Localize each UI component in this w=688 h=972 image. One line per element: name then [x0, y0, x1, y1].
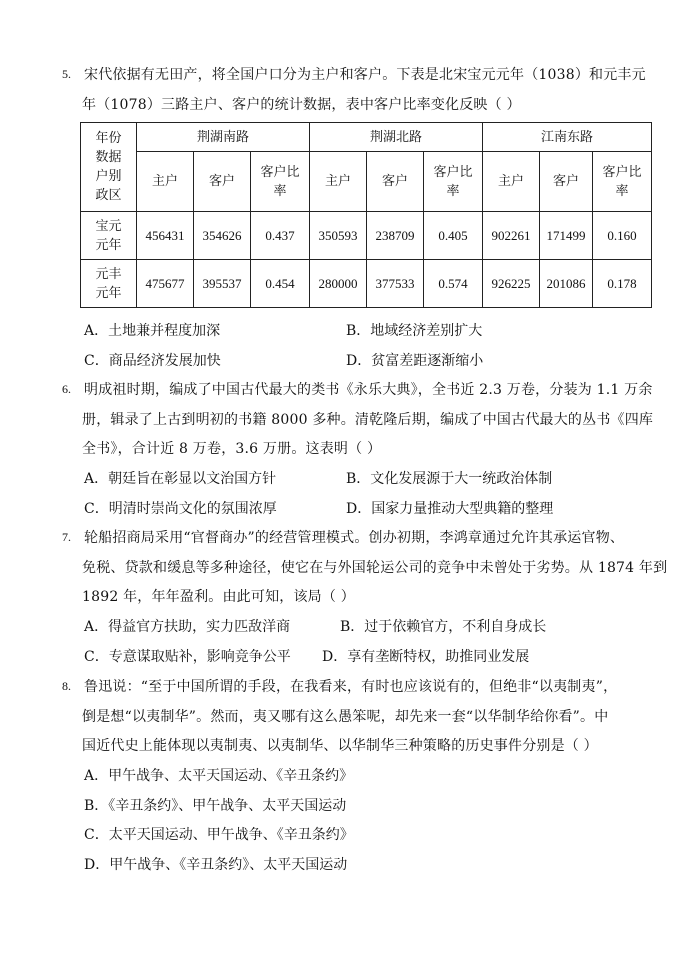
- corner-label: 户别: [95, 169, 122, 184]
- option-d[interactable]: D．享有垄断特权，助推同业发展: [322, 649, 530, 665]
- option-c[interactable]: C．明清时崇尚文化的氛围浓厚: [84, 501, 277, 517]
- table-cell: 350593: [310, 212, 367, 260]
- option-a[interactable]: A．朝廷旨在彰显以文治国方针: [84, 471, 277, 487]
- option-a[interactable]: A．甲午战争、太平天国运动、《辛丑条约》: [84, 768, 354, 784]
- table-cell: 0.160: [593, 212, 652, 260]
- question-text-line: 明成祖时期，编成了中国古代最大的类书《永乐大典》，全书近 2.3 万卷，分装为 1.1 万余: [84, 382, 653, 398]
- column-header: 主户: [483, 152, 540, 212]
- table-cell: 456431: [137, 212, 194, 260]
- question-text-line: 倒是想“以夷制华”。然而，夷又哪有这么愚笨呢，却先来一套“以华制华给你看”。中: [82, 709, 609, 725]
- table-corner-header: [81, 123, 137, 212]
- question-number: 5.: [62, 67, 71, 81]
- option-b[interactable]: B．地域经济差别扩大: [346, 323, 483, 339]
- option-d[interactable]: D．国家力量推动大型典籍的整理: [346, 501, 554, 517]
- question-text-line: 国近代史上能体现以夷制夷、以夷制华、以华制华三种策略的历史事件分别是（ ）: [82, 738, 598, 754]
- question-text-line: 全书》，合计近 8 万卷，3.6 万册。这表明（ ）: [82, 441, 382, 457]
- question-text-line: 年（1078）三路主户、客户的统计数据，表中客户比率变化反映（ ）: [82, 97, 521, 113]
- table-cell: 0.437: [251, 212, 310, 260]
- region-header: 江南东路: [483, 123, 652, 152]
- question-text-line: 1892 年，年年盈利。由此可知，该局（ ）: [82, 589, 355, 605]
- table-row: [81, 212, 652, 260]
- option-a[interactable]: A．土地兼并程度加深: [84, 323, 221, 339]
- table-cell: 926225: [483, 260, 540, 308]
- row-year-label: 宝元元年: [81, 212, 137, 260]
- column-header: 客户: [367, 152, 424, 212]
- option-c[interactable]: C．专意谋取贴补，影响竞争公平: [84, 649, 291, 665]
- table-cell: 475677: [137, 260, 194, 308]
- table-cell: 238709: [367, 212, 424, 260]
- table-cell: 395537: [194, 260, 251, 308]
- region-header: 荆湖北路: [310, 123, 483, 152]
- corner-label: 政区: [95, 188, 122, 203]
- column-header: 客户比率: [251, 152, 310, 212]
- table-cell: 171499: [540, 212, 593, 260]
- option-b[interactable]: B．《辛丑条约》、甲午战争、太平天国运动: [84, 798, 347, 814]
- table-cell: 0.574: [424, 260, 483, 308]
- corner-label: 年份: [95, 131, 122, 146]
- question-number: 6.: [62, 382, 71, 396]
- corner-label: 数据: [95, 150, 122, 165]
- option-c[interactable]: C．商品经济发展加快: [84, 353, 221, 369]
- question-text-line: 轮船招商局采用“官督商办”的经营管理模式。创办初期，李鸿章通过允许其承运官物、: [84, 530, 625, 546]
- column-header: 客户: [540, 152, 593, 212]
- table-cell: 0.454: [251, 260, 310, 308]
- row-year-label: 元丰元年: [81, 260, 137, 308]
- column-header: 客户: [194, 152, 251, 212]
- table-cell: 0.178: [593, 260, 652, 308]
- option-d[interactable]: D．甲午战争、《辛丑条约》、太平天国运动: [84, 857, 348, 873]
- option-b[interactable]: B．文化发展源于大一统政治体制: [346, 471, 553, 487]
- option-a[interactable]: A．得益官方扶助，实力匹敌洋商: [84, 619, 291, 635]
- question-text-line: 册，辑录了上古到明初的书籍 8000 多种。清乾隆后期，编成了中国古代最大的丛书《四库: [82, 412, 654, 428]
- column-header: 主户: [137, 152, 194, 212]
- table-cell: 280000: [310, 260, 367, 308]
- column-header: 主户: [310, 152, 367, 212]
- option-c[interactable]: C．太平天国运动、甲午战争、《辛丑条约》: [84, 827, 354, 843]
- table-cell: 902261: [483, 212, 540, 260]
- table-cell: 0.405: [424, 212, 483, 260]
- table-cell: 354626: [194, 212, 251, 260]
- question-text-line: 宋代依据有无田产，将全国户口分为主户和客户。下表是北宋宝元元年（1038）和元丰元: [84, 67, 646, 83]
- column-header: 客户比率: [424, 152, 483, 212]
- column-header: 客户比率: [593, 152, 652, 212]
- household-statistics-table: [80, 122, 652, 308]
- question-text-line: 免税、贷款和缓息等多种途径，使它在与外国轮运公司的竞争中未曾处于劣势。从 1874 年到: [82, 560, 668, 576]
- table-row: [81, 260, 652, 308]
- question-number: 8.: [62, 679, 71, 693]
- option-b[interactable]: B．过于依赖官方，不利自身成长: [340, 619, 547, 635]
- option-d[interactable]: D．贫富差距逐渐缩小: [346, 353, 484, 369]
- region-header: 荆湖南路: [137, 123, 310, 152]
- table-cell: 201086: [540, 260, 593, 308]
- question-text-line: 鲁迅说：“至于中国所谓的手段，在我看来，有时也应该说有的，但绝非“以夷制夷”，: [84, 679, 618, 695]
- table-cell: 377533: [367, 260, 424, 308]
- question-number: 7.: [62, 530, 71, 544]
